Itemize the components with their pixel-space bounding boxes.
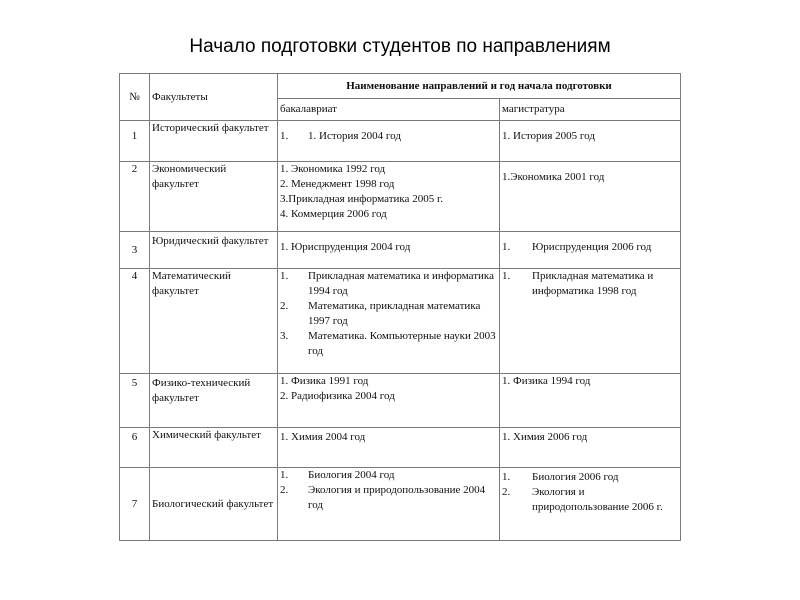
- list-text: 4. Коммерция 2006 год: [280, 208, 387, 220]
- bachelor-cell: [278, 374, 500, 428]
- bachelor-cell: [278, 428, 500, 468]
- faculty-name: Математический факультет: [150, 269, 278, 374]
- master-list: [502, 470, 678, 515]
- master-list: [502, 374, 678, 389]
- master-cell: [500, 428, 681, 468]
- header-num: №: [120, 74, 150, 121]
- bachelor-list: [280, 468, 497, 513]
- faculty-name: Юридический факультет: [150, 232, 278, 269]
- bachelor-cell: [278, 162, 500, 232]
- table-row: [120, 428, 681, 468]
- list-text: 1. Химия 2004 год: [280, 431, 366, 443]
- row-number: 5: [120, 374, 150, 428]
- row-number: 6: [120, 428, 150, 468]
- list-text: 2. Радиофизика 2004 год: [280, 390, 395, 402]
- bachelor-list: [280, 162, 497, 222]
- table-row: [120, 269, 681, 374]
- list-text: Юриспруденция 2006 год: [532, 241, 652, 253]
- bachelor-list-item: [280, 468, 497, 483]
- faculty-name: Химический факультет: [150, 428, 278, 468]
- bachelor-list-item: [280, 129, 497, 144]
- list-marker: 3.: [280, 330, 289, 342]
- master-list-item: [502, 470, 678, 485]
- row-number: 2: [120, 162, 150, 232]
- bachelor-list: [280, 430, 497, 445]
- master-list: [502, 430, 678, 445]
- table-row: [120, 121, 681, 162]
- list-marker: 2.: [502, 486, 511, 498]
- table-row: [120, 232, 681, 269]
- list-text: 1. Физика 1994 год: [502, 375, 591, 387]
- row-number: 1: [120, 121, 150, 162]
- list-text: 1. Экономика 1992 год: [280, 163, 386, 175]
- bachelor-list-item: [280, 430, 497, 445]
- list-marker: 1.: [280, 130, 289, 142]
- bachelor-list-item: [280, 483, 497, 513]
- master-list-item: [502, 269, 678, 299]
- list-text: 1. История 2004 год: [308, 130, 401, 142]
- master-list-item: [502, 170, 678, 185]
- table-row: [120, 162, 681, 232]
- bachelor-list: [280, 374, 497, 404]
- row-number: 3: [120, 232, 150, 269]
- header-faculty: Факультеты: [150, 74, 278, 121]
- list-text: 1. Юриспруденция 2004 год: [280, 241, 411, 253]
- master-cell: [500, 374, 681, 428]
- master-list-item: [502, 129, 678, 144]
- list-text: 2. Менеджмент 1998 год: [280, 178, 395, 190]
- master-list-item: [502, 240, 678, 255]
- bachelor-list: [280, 269, 497, 359]
- table-row: [120, 468, 681, 541]
- list-text: Математика, прикладная математика 1997 год: [308, 300, 481, 327]
- bachelor-list-item: [280, 192, 497, 207]
- master-list: [502, 240, 678, 255]
- bachelor-list-item: [280, 299, 497, 329]
- bachelor-list-item: [280, 389, 497, 404]
- bachelor-list-item: [280, 162, 497, 177]
- list-text: 1.Экономика 2001 год: [502, 171, 605, 183]
- bachelor-list-item: [280, 177, 497, 192]
- table-body: [120, 121, 681, 541]
- list-text: 1. Физика 1991 год: [280, 375, 369, 387]
- list-text: Прикладная математика и информатика 1998 год: [532, 270, 654, 297]
- master-cell: [500, 121, 681, 162]
- list-text: Математика. Компьютерные науки 2003 год: [308, 330, 496, 357]
- list-text: 3.Прикладная информатика 2005 г.: [280, 193, 443, 205]
- master-cell: [500, 232, 681, 269]
- row-number: 4: [120, 269, 150, 374]
- master-list-item: [502, 485, 678, 515]
- bachelor-cell: [278, 269, 500, 374]
- list-text: 1. История 2005 год: [502, 130, 595, 142]
- bachelor-list-item: [280, 269, 497, 299]
- bachelor-cell: [278, 232, 500, 269]
- bachelor-list-item: [280, 374, 497, 389]
- row-number: 7: [120, 468, 150, 541]
- faculty-name: Исторический факультет: [150, 121, 278, 162]
- master-list: [502, 170, 678, 185]
- bachelor-cell: [278, 121, 500, 162]
- faculty-name: Физико-технический факультет: [150, 374, 278, 428]
- header-directions: Наименование направлений и год начала подготовки: [278, 74, 681, 99]
- bachelor-list: [280, 129, 497, 144]
- list-marker: 1.: [280, 270, 289, 282]
- list-text: Экология и природопользование 2006 г.: [532, 486, 663, 513]
- page-title: Начало подготовки студентов по направлениям: [189, 36, 611, 57]
- list-text: 1. Химия 2006 год: [502, 431, 588, 443]
- master-list: [502, 269, 678, 299]
- list-marker: 1.: [502, 270, 511, 282]
- directions-table: [119, 73, 681, 541]
- master-list: [502, 129, 678, 144]
- list-text: Биология 2004 год: [308, 469, 395, 481]
- list-marker: 1.: [280, 469, 289, 481]
- list-text: Биология 2006 год: [532, 471, 619, 483]
- list-marker: 1.: [502, 241, 511, 253]
- list-marker: 1.: [502, 471, 511, 483]
- bachelor-list: [280, 240, 497, 255]
- master-list-item: [502, 374, 678, 389]
- header-master: магистратура: [500, 99, 681, 121]
- list-marker: 2.: [280, 484, 289, 496]
- bachelor-cell: [278, 468, 500, 541]
- master-list-item: [502, 430, 678, 445]
- bachelor-list-item: [280, 329, 497, 359]
- bachelor-list-item: [280, 207, 497, 222]
- faculty-name: Биологический факультет: [150, 468, 278, 541]
- list-text: Прикладная математика и информатика 1994 год: [308, 270, 494, 297]
- master-cell: [500, 468, 681, 541]
- header-bachelor: бакалавриат: [278, 99, 500, 121]
- master-cell: [500, 269, 681, 374]
- faculty-name: Экономический факультет: [150, 162, 278, 232]
- master-cell: [500, 162, 681, 232]
- bachelor-list-item: [280, 240, 497, 255]
- table-row: [120, 374, 681, 428]
- list-text: Экология и природопользование 2004 год: [308, 484, 486, 511]
- list-marker: 2.: [280, 300, 289, 312]
